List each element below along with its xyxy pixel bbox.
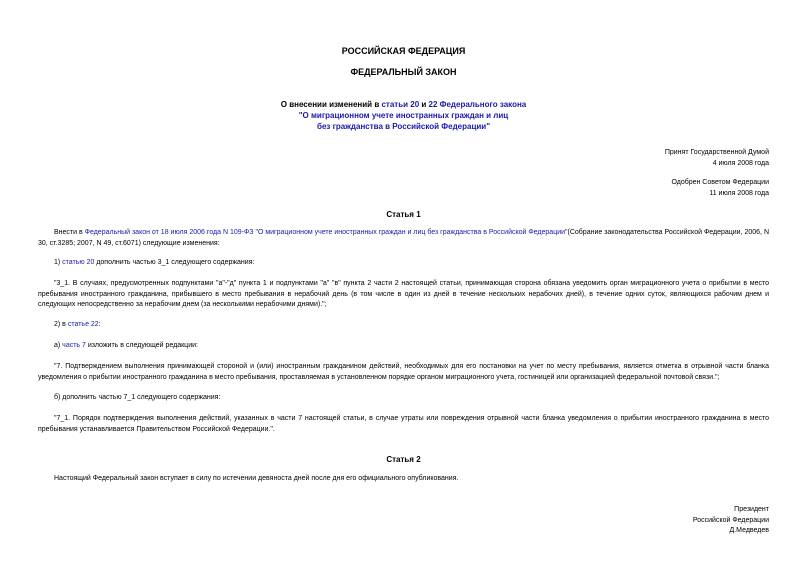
article1-heading: Статья 1: [386, 210, 421, 219]
article1-sub-a: а) часть 7 изложить в следующей редакции:: [54, 342, 198, 349]
article1-sub-b: б) дополнить частью 7_1 следующего содержания:: [54, 394, 221, 401]
council-approval: Одобрен Советом Федерации 11 июля 2008 года: [671, 179, 769, 197]
link-part-7[interactable]: часть 7: [62, 342, 86, 349]
law-title-line1: О внесении изменений в статьи 20 и 22 Федерального закона: [280, 100, 527, 109]
law-title: [0, 99, 807, 132]
signature-block: [693, 505, 769, 537]
law-title-line2[interactable]: "О миграционном учете иностранных граждан и лиц: [298, 111, 509, 120]
article1-item1-quote: "3_1. В случаях, предусмотренных подпунктами "а"-"д" пункта 1 и подпунктами "а" "в" пункта 2 части 2 настоящей статьи, принимающая сторона обязана уведомить орган миграционного учета о прибытии в место пребывания иностранного гражданина, прибывшего в место пребывания в нерабочий день (в том числе в один из дней в течение нескольких нерабочих дней), в течение одних суток, являющихся рабочим днем и следующих непосредственно за нерабочим днем (за несколькими нерабочими днями).";: [38, 280, 769, 308]
article1-intro: Внести в Федеральный закон от 18 июля 2006 года N 109-ФЗ "О миграционном учете иностранных граждан и лиц без гражданства в Российской Федерации"(Собрание законодательства Российской Федерации, 2006, N 30, ст.3285; 2007, N 49, ст.6071) следующие изменения:: [38, 229, 770, 247]
country-title: РОССИЙСКАЯ ФЕДЕРАЦИЯ: [341, 46, 466, 56]
signature-name: Д.Медведев: [729, 527, 769, 534]
link-article-22-law[interactable]: 22 Федерального закона: [428, 100, 527, 109]
article1-item1: 1) статью 20 дополнить частью 3_1 следующего содержания:: [54, 259, 255, 266]
document-type: ФЕДЕРАЛЬНЫЙ ЗАКОН: [350, 67, 457, 77]
article2-text: Настоящий Федеральный закон вступает в силу по истечении девяноста дней после дня его официального опубликования.: [54, 475, 459, 482]
article1-sub-a-quote: "7. Подтверждением выполнения принимающей стороной и (или) иностранным гражданином действий, необходимых для его постановки на учет по месту пребывания, является отметка в отрывной части бланка уведомления о прибытии иностранного гражданина в место пребывания, проставляемая в установленном порядке органом миграционного учета, гостиницей или организацией федеральной почтовой связи.";: [38, 363, 769, 381]
article1-item2: 2) в статье 22:: [54, 321, 101, 328]
law-title-line3[interactable]: без гражданства в Российской Федерации": [317, 122, 490, 131]
link-article-22[interactable]: статье 22: [67, 321, 99, 328]
link-federal-law-109[interactable]: Федеральный закон от 18 июля 2006 года N 109-ФЗ "О миграционном учете иностранных граждан и лиц без гражданства в Российской Федерации": [84, 229, 568, 236]
article2-heading: Статья 2: [386, 455, 421, 464]
duma-adoption: Принят Государственной Думой 4 июля 2008 года: [664, 149, 769, 167]
signature-country: Российской Федерации: [692, 516, 769, 524]
article1-sub-b-quote: "7_1. Порядок подтверждения выполнения действий, указанных в части 7 настоящей статьи, в случае утраты или повреждения отрывной части бланка уведомления о прибытии иностранного гражданина в место пребывания устанавливается Правительством Российской Федерации.".: [38, 415, 769, 433]
link-article-20[interactable]: статьи 20: [381, 100, 420, 109]
signature-title: Президент: [734, 506, 769, 513]
link-article-20-item[interactable]: статью 20: [62, 259, 95, 266]
